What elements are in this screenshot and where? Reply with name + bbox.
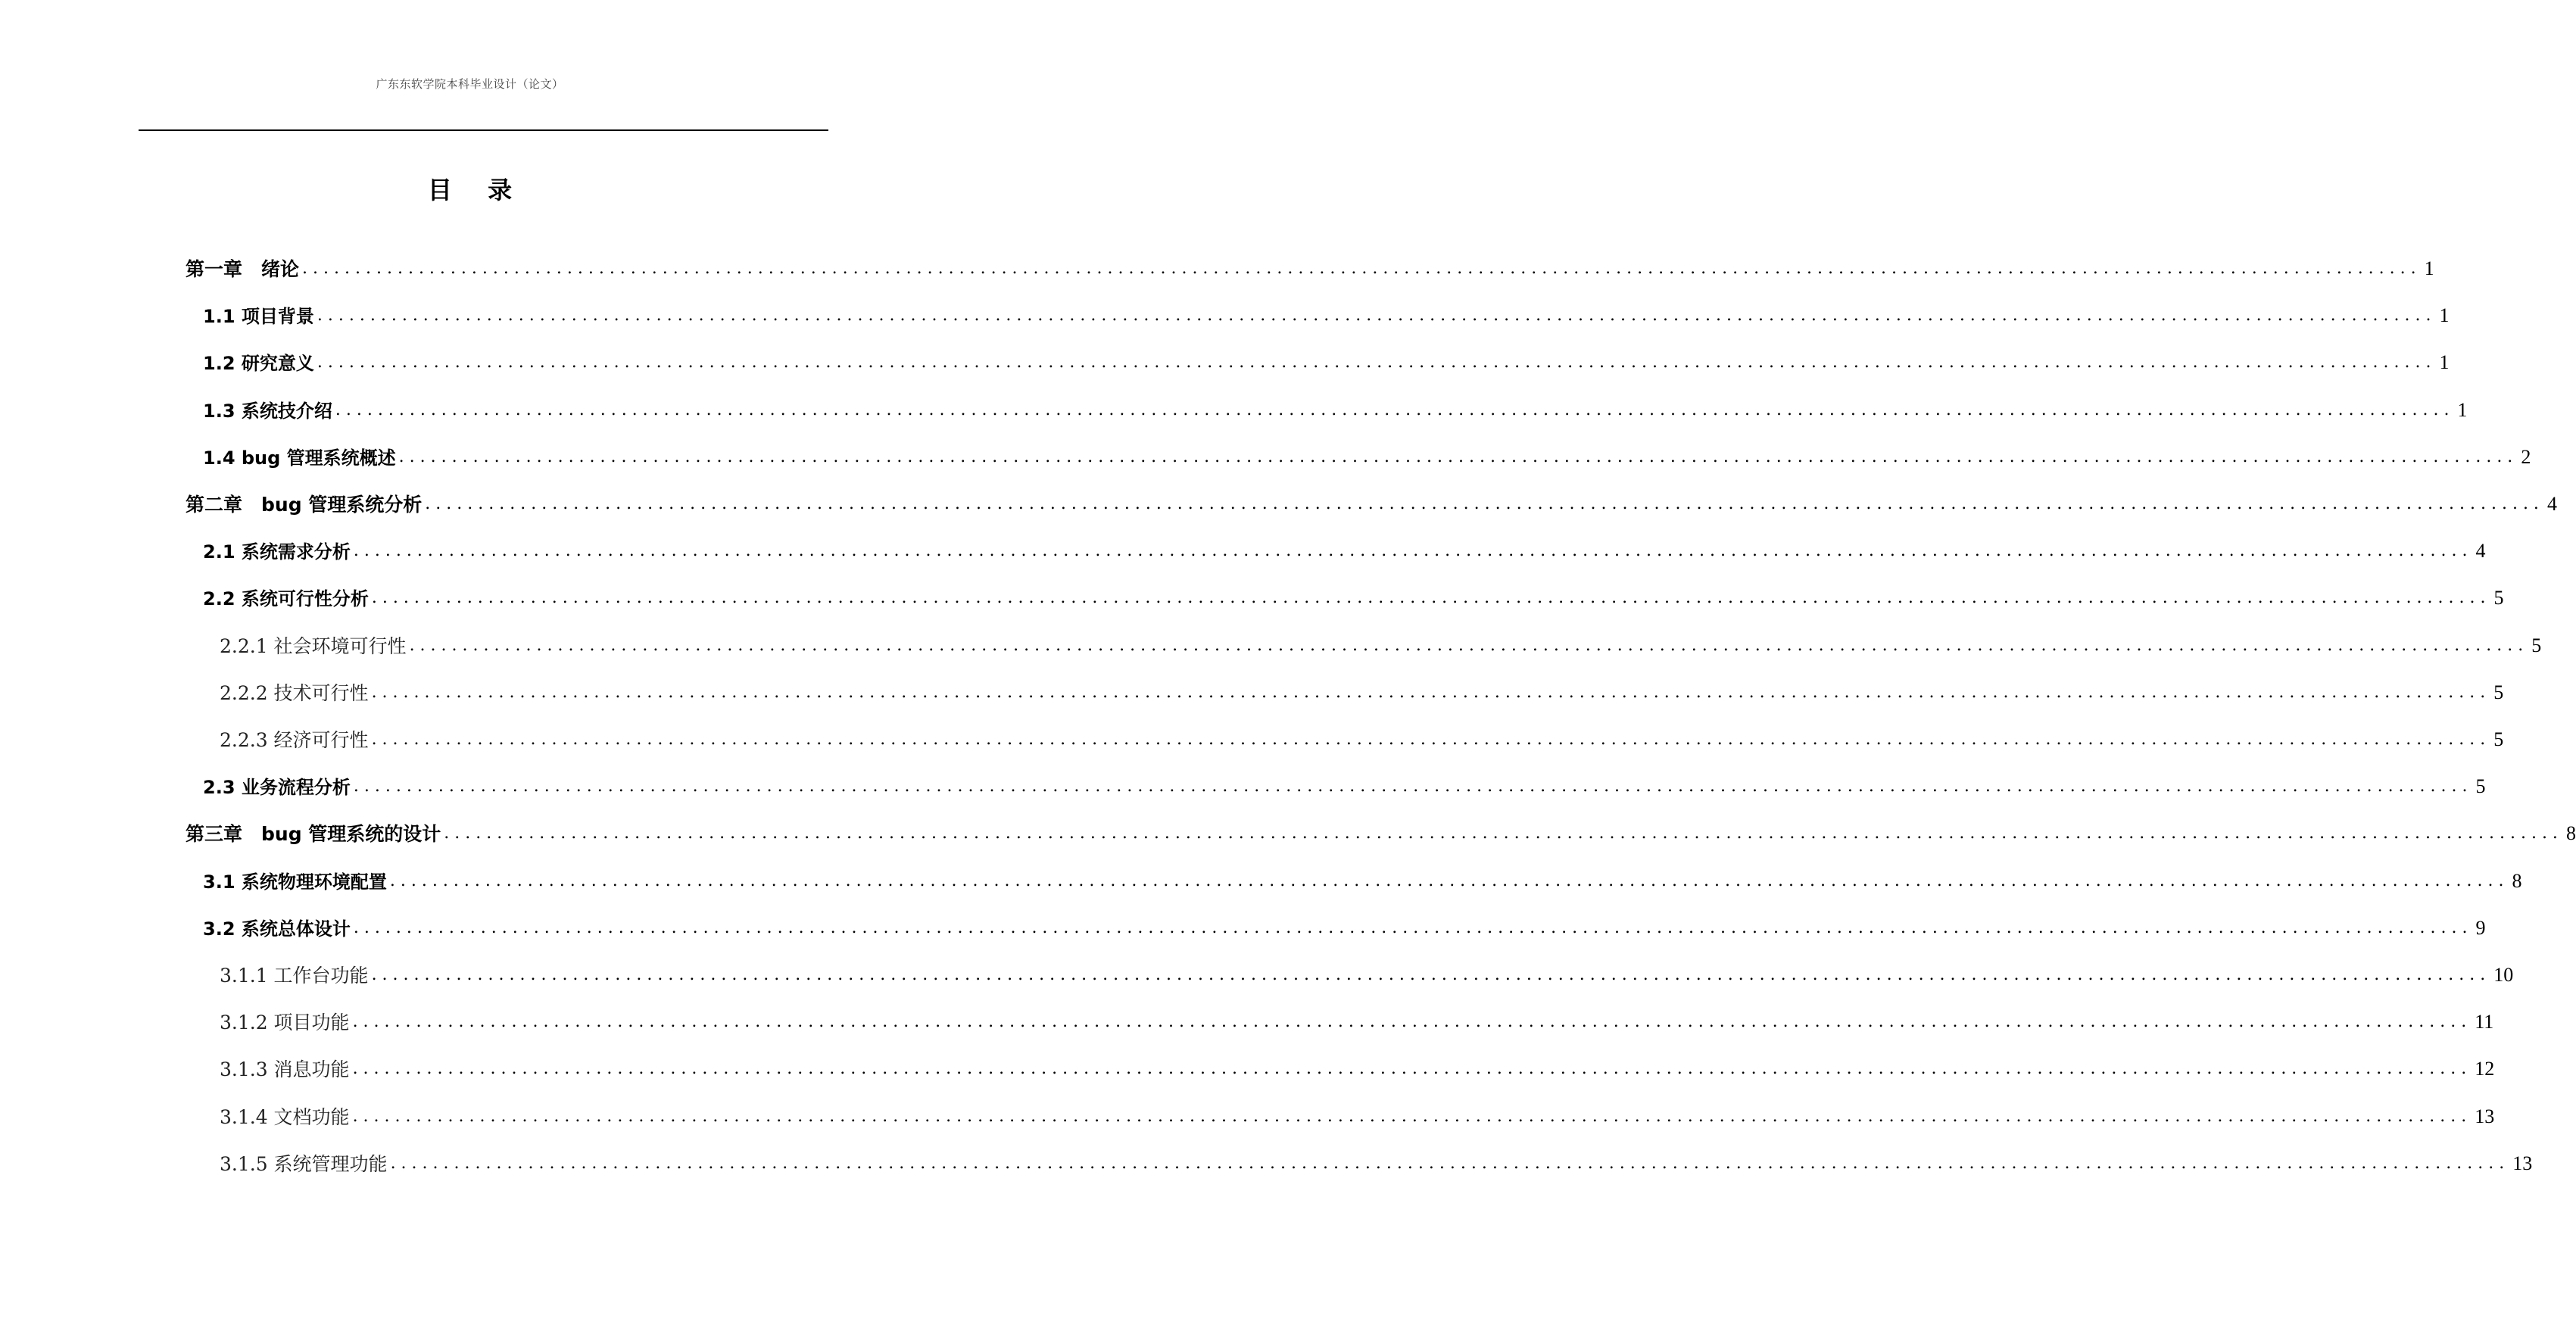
toc-dot-leader: ........................................................................................................................................................................................................ bbox=[425, 494, 2544, 513]
header-divider bbox=[139, 129, 828, 131]
toc-dot-leader: ........................................................................................................................................................................................................ bbox=[335, 400, 2455, 419]
toc-entry[interactable] bbox=[203, 578, 2504, 610]
toc-entry-title: 2.2.1 社会环境可行性 bbox=[220, 634, 407, 657]
toc-page-number: 5 bbox=[2493, 728, 2504, 750]
toc-page-number: 4 bbox=[2546, 493, 2557, 515]
toc-entry[interactable] bbox=[220, 1096, 2495, 1128]
toc-entry-title: 第一章 绪论 bbox=[186, 258, 300, 280]
toc-dot-leader: ........................................................................................................................................................................................................ bbox=[389, 871, 2509, 890]
toc-entry-title: 3.1.3 消息功能 bbox=[220, 1058, 350, 1081]
toc-entry[interactable] bbox=[220, 719, 2504, 751]
toc-entry[interactable] bbox=[220, 955, 2514, 987]
toc-entry[interactable] bbox=[186, 248, 2434, 280]
toc-page-number: 1 bbox=[2457, 398, 2468, 421]
toc-dot-leader: ........................................................................................................................................................................................................ bbox=[352, 1059, 2472, 1079]
toc-page-number: 5 bbox=[2493, 587, 2504, 609]
toc-entry-title: 第二章 bug 管理系统分析 bbox=[186, 494, 423, 516]
toc-entry[interactable] bbox=[186, 484, 2557, 516]
toc-entry[interactable] bbox=[220, 1049, 2495, 1081]
toc-entry-title: 1.3 系统技介绍 bbox=[203, 400, 332, 422]
toc-page-number: 5 bbox=[2493, 681, 2504, 703]
toc-page-number: 10 bbox=[2493, 964, 2514, 986]
toc-entry-title: 2.2.3 经济可行性 bbox=[220, 729, 369, 751]
toc-page-number: 11 bbox=[2475, 1011, 2494, 1033]
toc-page-number: 12 bbox=[2475, 1058, 2495, 1080]
toc-page-number: 9 bbox=[2475, 916, 2486, 939]
toc-entry-title: 2.3 业务流程分析 bbox=[203, 777, 351, 799]
toc-page-number: 1 bbox=[2424, 257, 2434, 279]
toc-dot-leader: ........................................................................................................................................................................................................ bbox=[371, 730, 2491, 749]
toc-dot-leader: ........................................................................................................................................................................................................ bbox=[390, 1153, 2510, 1173]
toc-page-number: 2 bbox=[2521, 445, 2531, 468]
toc-dot-leader: ........................................................................................................................................................................................................ bbox=[371, 682, 2491, 702]
toc-entry[interactable] bbox=[220, 1143, 2533, 1175]
toc-dot-leader: ........................................................................................................................................................................................................ bbox=[444, 824, 2563, 843]
toc-dot-leader: ........................................................................................................................................................................................................ bbox=[317, 306, 2437, 326]
toc-dot-leader: ........................................................................................................................................................................................................ bbox=[352, 1012, 2472, 1032]
toc-page-number: 4 bbox=[2475, 540, 2486, 563]
toc-page-number: 1 bbox=[2439, 304, 2450, 327]
toc-entry[interactable] bbox=[203, 531, 2486, 563]
toc-entry-title: 3.2 系统总体设计 bbox=[203, 918, 351, 940]
toc-dot-leader: ........................................................................................................................................................................................................ bbox=[352, 1106, 2472, 1126]
toc-page-number: 5 bbox=[2531, 634, 2542, 656]
toc-entry-title: 1.1 项目背景 bbox=[203, 306, 314, 328]
toc-dot-leader: ........................................................................................................................................................................................................ bbox=[353, 918, 2473, 937]
toc-title: 目 录 bbox=[427, 176, 526, 204]
toc-dot-leader: ........................................................................................................................................................................................................ bbox=[371, 965, 2491, 984]
toc-page-number: 8 bbox=[2512, 869, 2522, 892]
toc-dot-leader: ........................................................................................................................................................................................................ bbox=[409, 635, 2529, 655]
toc-entry[interactable] bbox=[203, 390, 2468, 422]
toc-entry-title: 2.2 系统可行性分析 bbox=[203, 588, 369, 610]
toc-entry[interactable] bbox=[203, 861, 2522, 893]
toc-entry-title: 2.2.2 技术可行性 bbox=[220, 681, 369, 704]
page-header: 广东东软学院本科毕业设计（论文） bbox=[376, 77, 564, 91]
toc-entry-title: 1.4 bug 管理系统概述 bbox=[203, 447, 396, 469]
toc-dot-leader: ........................................................................................................................................................................................................ bbox=[302, 259, 2422, 278]
toc-dot-leader: ........................................................................................................................................................................................................ bbox=[398, 447, 2518, 466]
toc-dot-leader: ........................................................................................................................................................................................................ bbox=[317, 353, 2437, 373]
toc-entry[interactable] bbox=[186, 813, 2576, 846]
toc-entry[interactable] bbox=[203, 437, 2531, 469]
toc-entry[interactable] bbox=[203, 908, 2486, 940]
toc-dot-leader: ........................................................................................................................................................................................................ bbox=[371, 588, 2491, 608]
toc-entry-title: 3.1.5 系统管理功能 bbox=[220, 1152, 388, 1175]
toc-page-number: 8 bbox=[2565, 822, 2576, 845]
toc-entry[interactable] bbox=[220, 1002, 2494, 1034]
toc-entry-title: 2.1 系统需求分析 bbox=[203, 541, 351, 563]
toc-page-number: 13 bbox=[2512, 1152, 2533, 1174]
toc-page-number: 13 bbox=[2475, 1105, 2495, 1127]
toc-entry[interactable] bbox=[203, 342, 2450, 375]
toc-entry[interactable] bbox=[220, 672, 2504, 704]
toc-entry-title: 3.1.1 工作台功能 bbox=[220, 965, 369, 987]
toc-entry[interactable] bbox=[203, 295, 2450, 328]
toc-entry[interactable] bbox=[220, 625, 2542, 657]
toc-entry-title: 3.1.2 项目功能 bbox=[220, 1012, 350, 1034]
toc-entry-title: 3.1 系统物理环境配置 bbox=[203, 871, 387, 893]
toc-dot-leader: ........................................................................................................................................................................................................ bbox=[353, 541, 2473, 561]
toc-entry-title: 3.1.4 文档功能 bbox=[220, 1105, 350, 1128]
toc-page-number: 1 bbox=[2439, 351, 2450, 374]
toc-page-number: 5 bbox=[2475, 775, 2486, 798]
toc-entry-title: 1.2 研究意义 bbox=[203, 353, 314, 375]
toc-dot-leader: ........................................................................................................................................................................................................ bbox=[353, 777, 2473, 796]
toc-entry[interactable] bbox=[203, 766, 2486, 799]
toc-entry-title: 第三章 bug 管理系统的设计 bbox=[186, 823, 441, 846]
